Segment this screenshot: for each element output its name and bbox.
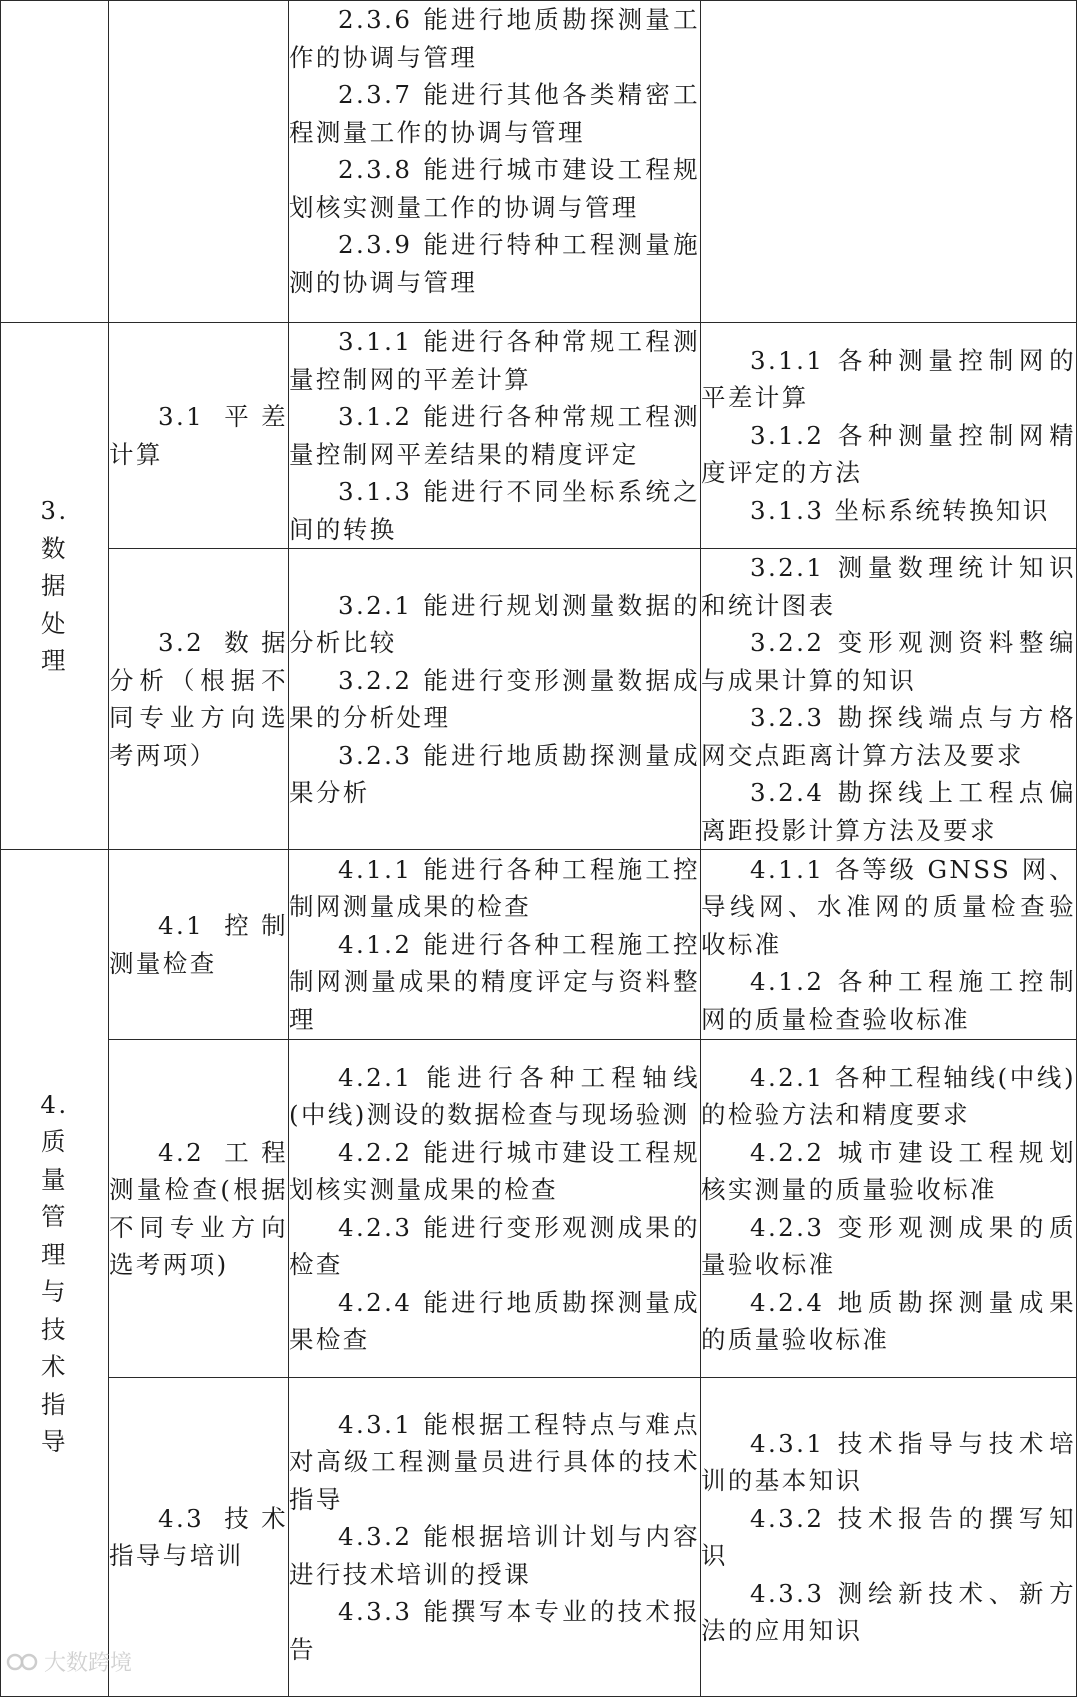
knowledge-item: 4.2.3 变形观测成果的质量验收标准 xyxy=(701,1212,1076,1279)
skill-item: 3.2.3 能进行地质勘探测量成果分析 xyxy=(289,740,700,807)
category-data-processing xyxy=(1,323,109,850)
skill-item: 3.1.1 能进行各种常规工程测量控制网的平差计算 xyxy=(289,327,700,394)
category-char: 质 xyxy=(41,1127,68,1156)
table-row xyxy=(1,323,1077,549)
category-cell-empty xyxy=(1,1,109,323)
skill-item: 2.3.7 能进行其他各类精密工程测量工作的协调与管理 xyxy=(289,80,700,147)
skill-requirements-cell xyxy=(289,323,701,549)
category-number: 4. xyxy=(40,1089,69,1119)
skill-item: 3.1.3 能进行不同坐标系统之间的转换 xyxy=(289,477,700,544)
skill-item: 4.2.2 能进行城市建设工程规划核实测量成果的检查 xyxy=(289,1137,700,1204)
knowledge-item: 4.1.1 各等级 GNSS 网、导线网、水准网的质量检查验收标准 xyxy=(701,854,1076,959)
category-char: 数 xyxy=(41,533,68,563)
category-char: 量 xyxy=(41,1164,68,1194)
table-row xyxy=(1,1,1077,323)
skill-item: 2.3.6 能进行地质勘探测量工作的协调与管理 xyxy=(289,5,700,72)
unit-title: 3.2 数据分析（根据不同专业方向选考两项） xyxy=(109,549,289,850)
category-quality-management xyxy=(1,850,109,1697)
skill-item: 4.2.3 能进行变形观测成果的检查 xyxy=(289,1212,700,1279)
knowledge-cell-empty xyxy=(701,1,1077,323)
knowledge-item: 3.1.3 坐标系统转换知识 xyxy=(750,495,1050,525)
skill-item: 2.3.8 能进行城市建设工程规划核实测量工作的协调与管理 xyxy=(289,155,700,222)
skill-item: 4.3.3 能撰写本专业的技术报告 xyxy=(289,1597,700,1664)
category-char: 术 xyxy=(41,1352,68,1381)
skill-item: 3.2.1 能进行规划测量数据的分析比较 xyxy=(289,590,700,657)
knowledge-item: 4.2.1 各种工程轴线(中线)的检验方法和精度要求 xyxy=(701,1062,1076,1129)
category-char: 与 xyxy=(41,1277,68,1306)
category-char: 理 xyxy=(41,646,68,676)
knowledge-item: 4.2.4 地质勘探测量成果的质量验收标准 xyxy=(701,1287,1076,1354)
skill-item: 2.3.9 能进行特种工程测量施测的协调与管理 xyxy=(289,230,700,297)
category-char: 理 xyxy=(41,1239,68,1269)
watermark xyxy=(6,1646,132,1677)
knowledge-item: 4.1.2 各种工程施工控制网的质量检查验收标准 xyxy=(701,967,1076,1034)
table-row xyxy=(1,1040,1077,1378)
category-char: 技 xyxy=(41,1314,68,1344)
category-char: 据 xyxy=(41,571,68,601)
skill-item: 4.3.1 能根据工程特点与难点对高级工程测量员进行具体的技术指导 xyxy=(289,1409,700,1514)
unit-title: 4.2 工程测量检查(根据不同专业方向选考两项) xyxy=(109,1040,289,1378)
category-char: 导 xyxy=(41,1427,68,1456)
category-number: 3. xyxy=(40,496,69,526)
knowledge-item: 3.2.2 变形观测资料整编与成果计算的知识 xyxy=(701,628,1076,695)
knowledge-item: 4.3.2 技术报告的撰写知识 xyxy=(701,1503,1076,1570)
knowledge-item: 4.3.1 技术指导与技术培训的基本知识 xyxy=(701,1428,1076,1495)
knowledge-item: 4.3.3 测绘新技术、新方法的应用知识 xyxy=(701,1578,1076,1645)
table-row xyxy=(1,850,1077,1040)
category-char: 指 xyxy=(41,1389,68,1419)
knowledge-item: 3.2.4 勘探线上工程点偏离距投影计算方法及要求 xyxy=(701,778,1076,845)
category-char: 处 xyxy=(41,608,68,638)
skill-requirements-cell xyxy=(289,850,701,1040)
skill-item: 3.2.2 能进行变形测量数据成果的分析处理 xyxy=(289,665,700,732)
skill-item: 4.3.2 能根据培训计划与内容进行技术培训的授课 xyxy=(289,1522,700,1589)
skill-item: 4.1.2 能进行各种工程施工控制网测量成果的精度评定与资料整理 xyxy=(289,929,700,1034)
knowledge-item: 4.2.2 城市建设工程规划核实测量的质量验收标准 xyxy=(701,1137,1076,1204)
unit-title: 3.1 平差计算 xyxy=(109,323,289,549)
skill-requirements-cell xyxy=(289,549,701,850)
logo-icon xyxy=(6,1649,40,1675)
knowledge-item: 3.2.3 勘探线端点与方格网交点距离计算方法及要求 xyxy=(701,703,1076,770)
skill-requirements-cell xyxy=(289,1040,701,1378)
skill-item: 4.2.4 能进行地质勘探测量成果检查 xyxy=(289,1287,700,1354)
skill-item: 3.1.2 能进行各种常规工程测量控制网平差结果的精度评定 xyxy=(289,402,700,469)
knowledge-item: 3.1.2 各种测量控制网精度评定的方法 xyxy=(701,420,1076,488)
category-char: 管 xyxy=(41,1202,68,1231)
unit-title: 4.1 控制测量检查 xyxy=(109,850,289,1040)
skill-requirements-cell xyxy=(289,1378,701,1697)
knowledge-item: 3.2.1 测量数理统计知识和统计图表 xyxy=(701,553,1076,620)
knowledge-cell xyxy=(701,850,1077,1040)
knowledge-cell xyxy=(701,549,1077,850)
unit-cell-empty xyxy=(109,1,289,323)
watermark-text: 大数跨境 xyxy=(44,1651,133,1676)
table-row xyxy=(1,1378,1077,1697)
knowledge-cell xyxy=(701,1378,1077,1697)
skill-requirements-cell xyxy=(289,1,701,323)
knowledge-cell xyxy=(701,323,1077,549)
skill-item: 4.1.1 能进行各种工程施工控制网测量成果的检查 xyxy=(289,854,700,922)
knowledge-cell xyxy=(701,1040,1077,1378)
skill-item: 4.2.1 能进行各种工程轴线(中线)测设的数据检查与现场验测 xyxy=(289,1062,700,1129)
unit-title: 4.3 技术指导与培训 xyxy=(109,1378,289,1697)
table-row xyxy=(1,549,1077,850)
knowledge-item: 3.1.1 各种测量控制网的平差计算 xyxy=(701,345,1076,413)
